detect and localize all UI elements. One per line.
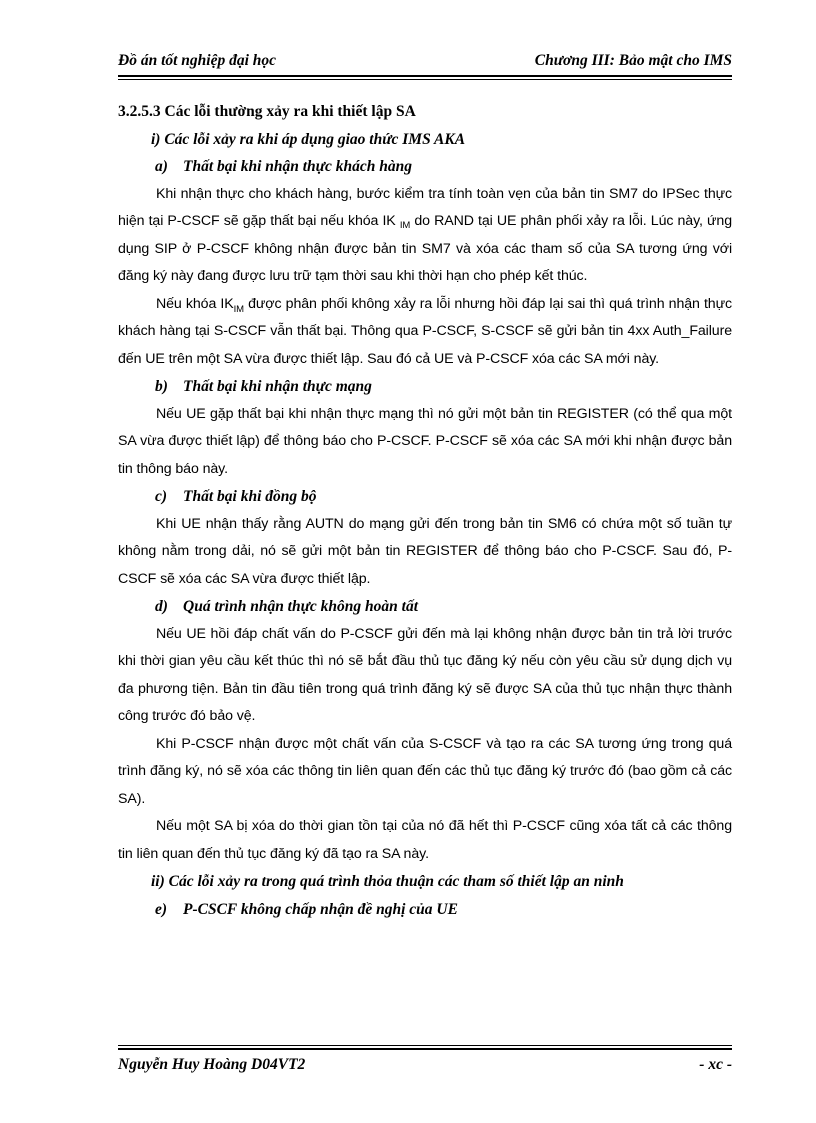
page-footer — [118, 1056, 732, 1078]
subsection-a-title: Thất bại khi nhận thực khách hàng — [183, 158, 412, 175]
paragraph-text: được phân phối không xảy ra lỗi nhưng hồi đáp lại sai thì quá trình nhận thực khách hàng tại S-CSCF vẫn thất bại. Thông qua P-CSCF, S-CSCF sẽ gửi bản tin 4xx Auth_Failure đến UE trên một SA vừa được thiết lập. Sau đó cả UE và P-CSCF xóa các SA mới này. — [118, 295, 732, 367]
subsection-c-paragraph-1: Khi UE nhận thấy rằng AUTN do mạng gửi đến trong bản tin SM6 có chứa một số tuần tự không nằm trong dải, nó sẽ gửi một bản tin REGISTER để thông báo cho P-CSCF. Sau đó, P-CSCF sẽ xóa các SA vừa được thiết lập. — [118, 515, 732, 587]
subsection-c-label: c) — [155, 488, 168, 505]
paragraph-text: Khi nhận thực cho khách hàng, bước kiểm tra tính toàn vẹn của bản tin SM7 do IPSec thực hiện tại P-CSCF sẽ gặp thất bại nếu khóa IK — [118, 185, 732, 229]
header-document-title: Đồ án tốt nghiệp đại học — [118, 52, 277, 69]
subsection-b-label: b) — [155, 378, 168, 395]
subsection-d-title: Quá trình nhận thực không hoàn tất — [183, 598, 418, 615]
subsection-a-paragraph-1 — [118, 181, 732, 291]
subsection-a-heading — [118, 153, 732, 181]
subsection-d-paragraph-2: Khi P-CSCF nhận được một chất vấn của S-CSCF và tạo ra các SA tương ứng trong quá trình đăng ký, nó sẽ xóa các thông tin liên quan đến các thủ tục đăng ký trước đó (bao gồm cả các SA). — [118, 735, 732, 807]
footer-author: Nguyễn Huy Hoàng D04VT2 — [118, 1056, 306, 1073]
subsection-e-title: P-CSCF không chấp nhận đề nghị của UE — [183, 900, 458, 918]
subsection-b-paragraph-1: Nếu UE gặp thất bại khi nhận thực mạng thì nó gửi một bản tin REGISTER (có thể qua một SA vừa được thiết lập) để thông báo cho P-CSCF. P-CSCF sẽ xóa các SA mới khi nhận được bản tin thông báo này. — [118, 405, 732, 477]
subscript-im: IM — [399, 220, 411, 231]
subscript-im: IM — [233, 303, 244, 315]
section-title: 3.2.5.3 Các lỗi thường xảy ra khi thiết lập SA — [118, 103, 416, 120]
subsection-d-paragraph-3: Nếu một SA bị xóa do thời gian tồn tại của nó đã hết thì P-CSCF cũng xóa tất cả các thông tin liên quan đến thủ tục đăng ký đã tạo ra SA này. — [118, 818, 732, 862]
page-content — [118, 98, 732, 923]
subsection-d-heading — [118, 593, 732, 621]
header-rule-thin — [118, 79, 732, 80]
subsection-e-label: e) — [155, 900, 168, 918]
page-header — [118, 52, 732, 74]
subsection-a-label: a) — [155, 158, 168, 175]
subsection-d-paragraph-1: Nếu UE hồi đáp chất vấn do P-CSCF gửi đến mà lại không nhận được bản tin trả lời trước khi thời gian yêu cầu kết thúc thì nó sẽ bắt đầu thủ tục đăng ký nếu còn yêu cầu sử dụng dịch vụ đa phương tiện. Bản tin đầu tiên trong quá trình đăng ký sẽ được SA của thủ tục nhận thực thành công trước đó bảo vệ. — [118, 625, 732, 724]
header-chapter-title: Chương III: Bảo mật cho IMS — [534, 52, 732, 69]
subsection-c-heading — [118, 483, 732, 511]
footer-page-number: - xc - — [699, 1056, 732, 1073]
subsection-e-heading — [118, 896, 732, 924]
subsection-b-title: Thất bại khi nhận thực mạng — [183, 378, 372, 395]
part-ii-heading: ii) Các lỗi xảy ra trong quá trình thỏa thuận các tham số thiết lập an ninh — [151, 873, 624, 890]
part-i-heading: i) Các lỗi xảy ra khi áp dụng giao thức IMS AKA — [151, 130, 466, 148]
footer-rule-thin — [118, 1045, 732, 1046]
subsection-b-heading — [118, 373, 732, 401]
footer-rule-thick — [118, 1048, 732, 1050]
paragraph-text: do RAND tại UE phân phối xảy ra lỗi. Lúc này, ứng dụng SIP ở P-CSCF không nhận được bản tin SM7 và xóa các tham số của SA tương ứng với đăng ký này đang được lưu trữ tạm thời sau khi thời hạn cho phép kết thúc. — [118, 213, 732, 284]
paragraph-text: Nếu khóa IK — [156, 295, 234, 312]
subsection-d-label: d) — [155, 598, 168, 615]
subsection-a-paragraph-2 — [118, 291, 732, 374]
header-rule-thick — [118, 75, 732, 77]
subsection-c-title: Thất bại khi đồng bộ — [183, 488, 317, 505]
